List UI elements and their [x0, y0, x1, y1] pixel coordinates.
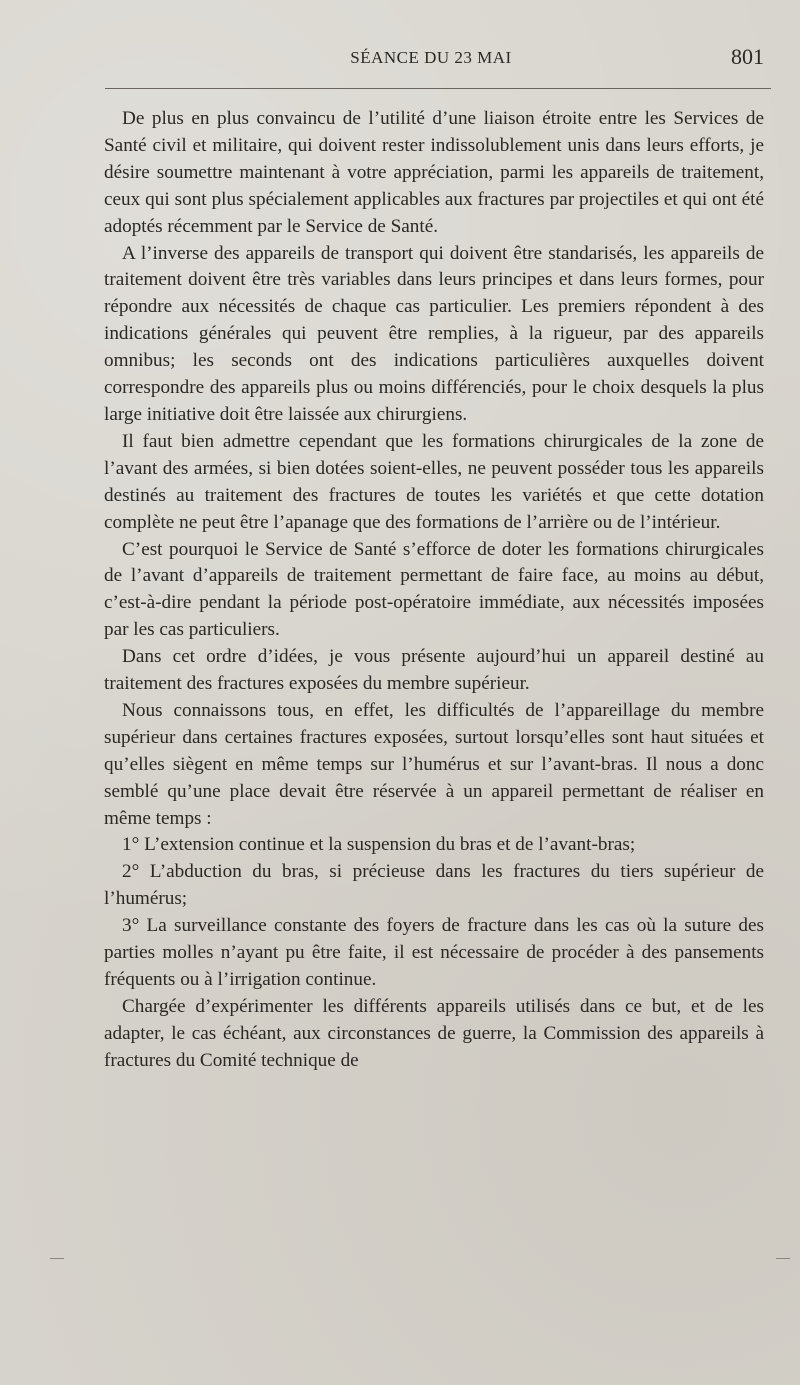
- list-item-abduction: 2° L’abduction du bras, si précieuse dans les fractures du tiers supérieur de l’humérus;: [104, 861, 764, 910]
- paragraph-presentation: Dans cet ordre d’idées, je vous présente aujourd’hui un appareil destiné au traitement des fractures exposées du membre supérieur.: [104, 646, 764, 695]
- body-text: [104, 106, 764, 1075]
- running-head: [98, 44, 764, 74]
- paragraph-formations-avant: Il faut bien admettre cependant que les formations chirurgicales de la zone de l’avant des armées, si bien dotées soient-elles, ne peuvent posséder tous les appareils destinés au traitement des fractures de toutes les variétés et que cette dotation complète ne peut être l’apanage que des formations de l’arrière ou de l’intérieur.: [104, 430, 764, 533]
- header-rule: [105, 88, 771, 89]
- running-title: SÉANCE DU 23 MAI: [350, 48, 512, 67]
- margin-mark-left: [50, 1258, 64, 1259]
- margin-mark-right: [776, 1258, 790, 1259]
- paragraph-difficultes: Nous connaissons tous, en effet, les difficultés de l’appareillage du membre supérieur dans certaines fractures exposées, surtout lorsqu’elles sont haut situées et qu’elles siègent en même temps sur l’humérus et sur l’avant-bras. Il nous a donc semblé qu’une place devait être réservée à un appareil permettant de réaliser en même temps :: [104, 699, 764, 829]
- paragraph-liaison: De plus en plus convaincu de l’utilité d’une liaison étroite entre les Services de Santé civil et militaire, qui doivent rester indissolublement unis dans leurs efforts, je désire soumettre maintenant à votre appréciation, parmi les appareils de traitement, ceux qui sont plus spécialement applicables aux fractures par projectiles et qui ont été adoptés récemment par le Service de Santé.: [104, 108, 764, 237]
- paragraph-commission: Chargée d’expérimenter les différents appareils utilisés dans ce but, et de les adapter, le cas échéant, aux circonstances de guerre, la Commission des appareils à fractures du Comité technique de: [104, 995, 764, 1071]
- list-item-surveillance: 3° La surveillance constante des foyers de fracture dans les cas où la suture des parties molles n’ayant pu être faite, il est nécessaire de procéder à des pansements fréquents ou à l’irrigation continue.: [104, 915, 764, 990]
- paragraph-transport: A l’inverse des appareils de transport qui doivent être standarisés, les appareils de traitement doivent être très variables dans leurs principes et dans leurs formes, pour répondre aux nécessités de chaque cas particulier. Les premiers répondent à des indications générales qui peuvent être remplies, à la rigueur, par des appareils omnibus; les seconds ont des indications particulières auxquelles doivent correspondre des appareils plus ou moins différenciés, pour le choix desquels la plus large initiative doit être laissée aux chirurgiens.: [104, 242, 764, 425]
- page-number: 801: [731, 44, 764, 69]
- paragraph-pourquoi: C’est pourquoi le Service de Santé s’efforce de doter les formations chirurgicales de l’avant d’appareils de traitement permettant de faire face, au moins au début, c’est-à-dire pendant la période post-opératoire immédiate, aux nécessités imposées par les cas particuliers.: [104, 538, 764, 641]
- list-item-extension: 1° L’extension continue et la suspension du bras et de l’avant-bras;: [122, 834, 636, 856]
